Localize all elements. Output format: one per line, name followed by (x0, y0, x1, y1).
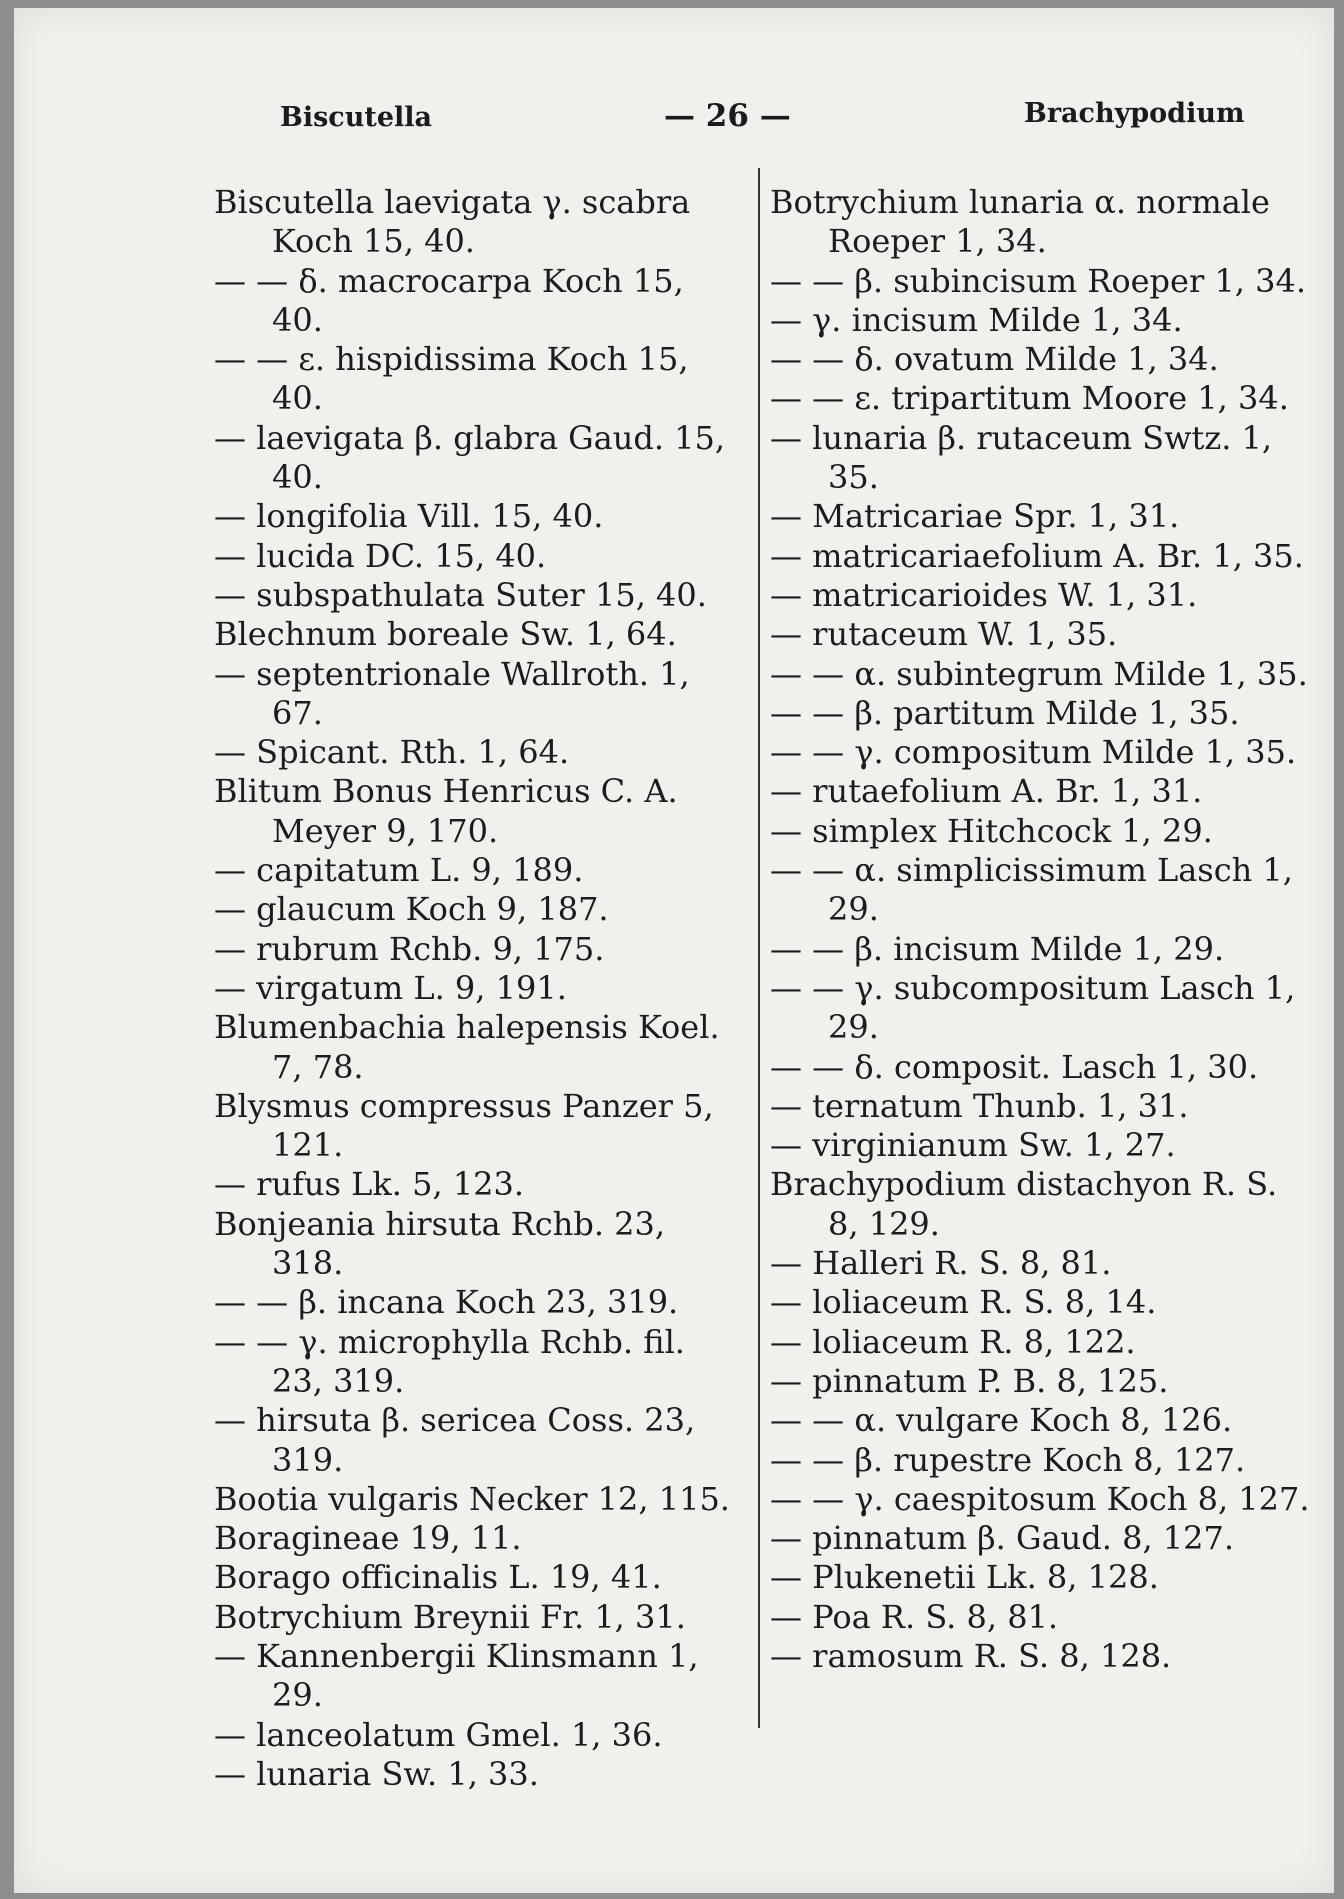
index-entry: — Matricariae Spr. 1, 31. (770, 497, 1180, 536)
running-head (14, 98, 1334, 138)
index-entry: — — α. vulgare Koch 8, 126. (770, 1401, 1233, 1440)
index-entry: — rutaceum W. 1, 35. (770, 615, 1118, 654)
index-entry: — lucida DC. 15, 40. (214, 536, 547, 575)
index-entry: — Plukenetii Lk. 8, 128. (770, 1558, 1159, 1597)
page (14, 8, 1334, 1893)
index-entry: — — ε. hispidissima Koch 15, 40. (214, 340, 689, 418)
index-entry: — — α. simplicissimum Lasch 1, 29. (770, 851, 1293, 929)
index-entry: Blysmus compressus Panzer 5, 121. (214, 1086, 714, 1165)
index-entry: — matricarioides W. 1, 31. (770, 575, 1198, 614)
index-entry: — rubrum Rchb. 9, 175. (214, 929, 605, 968)
index-entry: — capitatum L. 9, 189. (214, 851, 584, 890)
index-entry: — — β. subincisum Roeper 1, 34. (770, 261, 1307, 300)
index-entry: Bootia vulgaris Necker 12, 115. (214, 1479, 730, 1518)
index-entry: Brachypodium distachyon R. S. 8, 129. (770, 1165, 1278, 1243)
index-entry: Blumenbachia halepensis Koel. 7, 78. (214, 1008, 720, 1086)
index-entry: — — γ. caespitosum Koch 8, 127. (770, 1479, 1310, 1518)
index-entry: — loliaceum R. S. 8, 14. (770, 1283, 1157, 1322)
index-entry: — — δ. ovatum Milde 1, 34. (770, 340, 1219, 379)
index-entry: — ramosum R. S. 8, 128. (770, 1636, 1172, 1675)
index-entry: — loliaceum R. 8, 122. (770, 1322, 1136, 1361)
index-entry: — — β. rupestre Koch 8, 127. (770, 1440, 1246, 1479)
index-entry: — — δ. macrocarpa Koch 15, 40. (214, 261, 684, 339)
index-entry: — Spicant. Rth. 1, 64. (214, 733, 570, 772)
index-entry: — — γ. compositum Milde 1, 35. (770, 733, 1297, 772)
index-entry: — pinnatum P. B. 8, 125. (770, 1361, 1169, 1400)
page-number: — 26 — (664, 98, 791, 134)
index-entry: Biscutella laevigata γ. scabra Koch 15, 40. (214, 183, 691, 261)
index-entry: — glaucum Koch 9, 187. (214, 890, 609, 929)
index-entry: — Kannenbergii Klinsmann 1, 29. (214, 1636, 699, 1715)
index-entry: — ternatum Thunb. 1, 31. (770, 1086, 1189, 1125)
index-entry: — septentrionale Wallroth. 1, 67. (214, 654, 690, 732)
index-entry: — lunaria β. rutaceum Swtz. 1, 35. (770, 418, 1273, 497)
index-entry: — Halleri R. S. 8, 81. (770, 1244, 1112, 1283)
right-column (770, 183, 1315, 1676)
index-entry: — rufus Lk. 5, 123. (214, 1165, 525, 1204)
index-entry: — longifolia Vill. 15, 40. (214, 497, 604, 536)
index-entry: — subspathulata Suter 15, 40. (214, 575, 707, 614)
index-entry: — simplex Hitchcock 1, 29. (770, 811, 1213, 850)
index-entry: Borago officinalis L. 19, 41. (214, 1558, 662, 1597)
index-entry: Botrychium Breynii Fr. 1, 31. (214, 1597, 686, 1636)
index-entry: — rutaefolium A. Br. 1, 31. (770, 772, 1203, 811)
index-entry: — pinnatum β. Gaud. 8, 127. (770, 1519, 1235, 1558)
index-entry: — — δ. composit. Lasch 1, 30. (770, 1047, 1259, 1086)
header-left: Biscutella (280, 102, 433, 133)
column-divider (758, 168, 760, 1728)
index-entry: — lunaria Sw. 1, 33. (214, 1754, 539, 1793)
index-entry: — laevigata β. glabra Gaud. 15, 40. (214, 418, 726, 497)
index-entry: — matricariaefolium A. Br. 1, 35. (770, 536, 1304, 575)
index-entry: — — α. subintegrum Milde 1, 35. (770, 654, 1308, 693)
index-entry: Botrychium lunaria α. normale Roeper 1, 34. (770, 183, 1270, 261)
index-entry: — — β. incana Koch 23, 319. (214, 1283, 679, 1322)
index-entry: — lanceolatum Gmel. 1, 36. (214, 1715, 663, 1754)
index-entry: — — γ. microphylla Rchb. fil. 23, 319. (214, 1322, 685, 1400)
index-entry: — virginianum Sw. 1, 27. (770, 1126, 1176, 1165)
left-column (214, 183, 739, 1794)
index-entry: — γ. incisum Milde 1, 34. (770, 300, 1183, 339)
index-entry: — — β. partitum Milde 1, 35. (770, 693, 1240, 732)
index-entry: — — β. incisum Milde 1, 29. (770, 929, 1225, 968)
index-entry: Boragineae 19, 11. (214, 1519, 522, 1558)
index-entry: — virgatum L. 9, 191. (214, 968, 567, 1007)
index-entry: — — γ. subcompositum Lasch 1, 29. (770, 968, 1296, 1047)
index-entry: — — ε. tripartitum Moore 1, 34. (770, 379, 1289, 418)
index-entry: Blechnum boreale Sw. 1, 64. (214, 615, 677, 654)
header-right: Brachypodium (1024, 98, 1245, 129)
index-entry: Blitum Bonus Henricus C. A. Meyer 9, 170. (214, 772, 678, 850)
index-entry: — hirsuta β. sericea Coss. 23, 319. (214, 1401, 696, 1479)
index-entry: — Poa R. S. 8, 81. (770, 1597, 1059, 1636)
index-entry: Bonjeania hirsuta Rchb. 23, 318. (214, 1204, 666, 1283)
